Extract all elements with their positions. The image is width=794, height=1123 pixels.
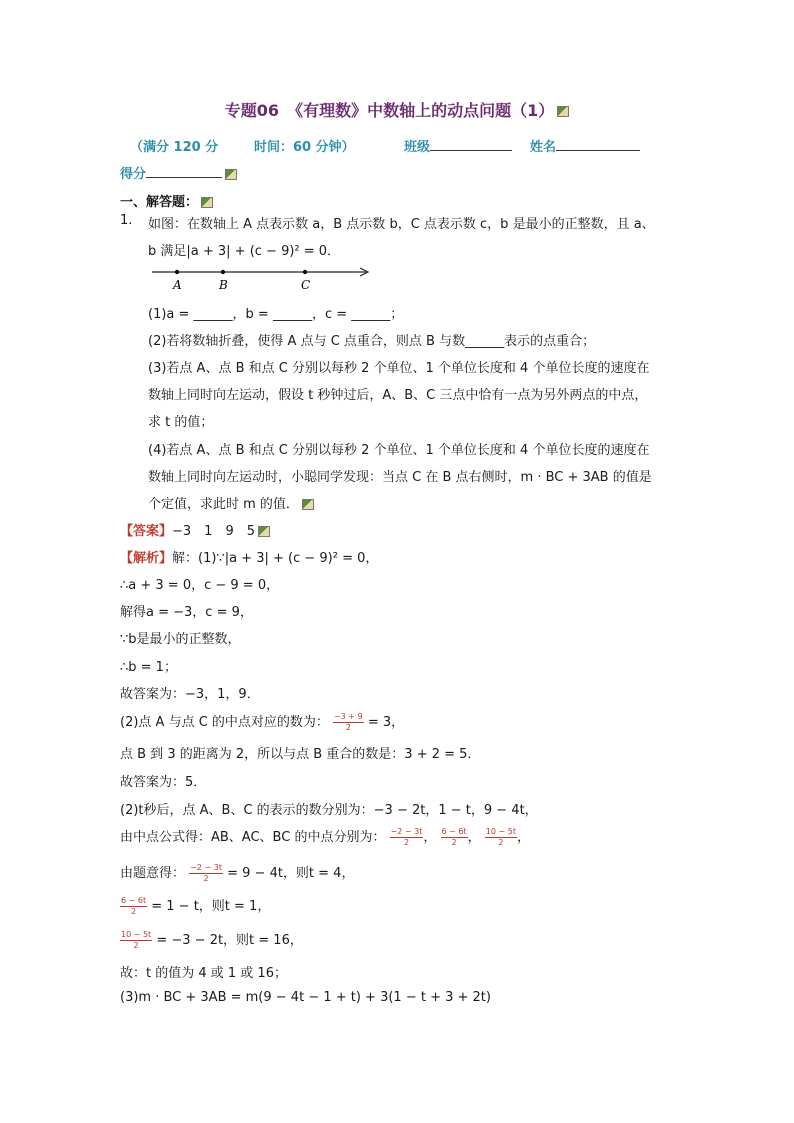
analysis-line-6: 故答案为：−3，1，9． bbox=[120, 687, 260, 702]
analysis-line-14: $\frac{10 - 5t}{2}$ = −3 − 2t，则t = 16， bbox=[121, 930, 303, 950]
part-4-line-3: 个定值，求此时 m 的值． bbox=[148, 493, 314, 512]
analysis-line-8: 点 B 到 3 的距离为 2，所以与点 B 重合的数是：3 + 2 = 5． bbox=[120, 747, 481, 762]
point-b-dot bbox=[221, 270, 225, 274]
analysis-line-12: 由题意得： $\frac{-2 - 3t}{2}$ = 9 − 4t，则t = 4， bbox=[120, 863, 355, 883]
section-title: 一、解答题： bbox=[120, 191, 213, 210]
question-line-2: b 满足|a + 3| + (c − 9)² = 0． bbox=[148, 244, 341, 259]
part-4-line-1: (4)若点 A、点 B 和点 C 分别以每秒 2 个单位、1 个单位长度和 4 个单位长度的速度在 bbox=[148, 443, 650, 458]
point-a-dot bbox=[175, 270, 179, 274]
question-line-1: 如图：在数轴上 A 点表示数 a，B 点示数 b，C 点表示数 c，b 是最小的正整数，且 a、 bbox=[148, 217, 655, 232]
fraction: $\frac{10 - 5t}{2}$ bbox=[485, 827, 516, 847]
mini-flag-icon bbox=[258, 526, 270, 537]
point-c-dot bbox=[303, 270, 307, 274]
part-2: (2)若将数轴折叠，使得 A 点与 C 点重合，则点 B 与数______表示的点重合； bbox=[148, 334, 596, 349]
meta-name bbox=[530, 136, 640, 155]
fraction: $\frac{-3 + 9}{2}$ bbox=[334, 712, 363, 732]
part-3-line-1: (3)若点 A、点 B 和点 C 分别以每秒 2 个单位、1 个单位长度和 4 个单位长度的速度在 bbox=[148, 361, 650, 376]
meta-got-label: 得分 bbox=[120, 167, 147, 182]
answer-line bbox=[120, 520, 270, 539]
mini-flag-icon bbox=[201, 197, 213, 208]
fraction: $\frac{-2 - 3t}{2}$ bbox=[190, 863, 222, 883]
analysis-line-15: 故：t 的值为 4 或 1 或 16； bbox=[120, 966, 287, 981]
fraction: $\frac{10 - 5t}{2}$ bbox=[121, 930, 152, 950]
part-3-line-2: 数轴上同时向左运动，假设 t 秒钟过后，A、B、C 三点中恰有一点为另外两点的中点， bbox=[148, 388, 648, 403]
meta-time: 时间：60 分钟） bbox=[254, 140, 355, 155]
analysis-line-11: 由中点公式得：AB、AC、BC 的中点分别为： $\frac{-2 - 3t}{2}$ ， $\frac{6 - 6t}{2}$ ， $\frac{10 - 5t}{2}$ ， bbox=[120, 827, 531, 847]
analysis-line-4: ∵b是最小的正整数， bbox=[120, 632, 241, 647]
analysis-line-10: (2)t秒后，点 A、B、C 的表示的数分别为：−3 − 2t，1 − t，9 − 4t， bbox=[120, 803, 538, 818]
mini-flag-icon bbox=[557, 106, 569, 117]
analysis-line-2: ∴a + 3 = 0，c − 9 = 0， bbox=[120, 578, 280, 593]
mini-flag-icon bbox=[302, 499, 314, 510]
part-1: (1)a = ______，b = ______，c = ______； bbox=[148, 307, 404, 322]
meta-name-label: 姓名 bbox=[530, 140, 557, 155]
part-4-line-2: 数轴上同时向左运动时，小聪同学发现：当点 C 在 B 点右侧时，m · BC + 3AB 的值是 bbox=[148, 470, 652, 485]
mini-flag-icon bbox=[225, 169, 237, 180]
analysis-tag: 【解析】 bbox=[120, 551, 173, 566]
analysis-line-7: (2)点 A 与点 C 的中点对应的数为： $\frac{-3 + 9}{2}$ = 3， bbox=[120, 712, 405, 732]
number-line-figure bbox=[148, 263, 378, 295]
page-title: 专题06 《有理数》中数轴上的动点问题（1） bbox=[0, 98, 794, 121]
meta-score: （满分 120 分 bbox=[130, 140, 219, 155]
analysis-line-1: 【解析】解：(1)∵|a + 3| + (c − 9)² = 0， bbox=[120, 551, 379, 566]
meta-got bbox=[120, 163, 237, 182]
fraction: $\frac{6 - 6t}{2}$ bbox=[121, 896, 147, 916]
fraction: $\frac{-2 - 3t}{2}$ bbox=[390, 827, 423, 847]
analysis-line-13: $\frac{6 - 6t}{2}$ = 1 − t，则t = 1， bbox=[121, 896, 271, 916]
point-b-label: B bbox=[219, 278, 228, 292]
point-a-label: A bbox=[173, 278, 182, 292]
answer-value: −3 1 9 5 bbox=[172, 524, 255, 539]
analysis-line-5: ∴b = 1； bbox=[120, 660, 177, 675]
meta-class bbox=[404, 136, 512, 155]
answer-tag: 【答案】 bbox=[120, 524, 173, 539]
point-c-label: C bbox=[301, 278, 311, 292]
analysis-line-3: 解得a = −3，c = 9， bbox=[120, 605, 253, 620]
meta-class-label: 班级 bbox=[404, 140, 431, 155]
fraction: $\frac{6 - 6t}{2}$ bbox=[441, 827, 467, 847]
question-number: 1. bbox=[120, 213, 133, 228]
analysis-line-16: (3)m · BC + 3AB = m(9 − 4t − 1 + t) + 3(1 − t + 3 + 2t) bbox=[120, 990, 491, 1005]
analysis-line-9: 故答案为：5． bbox=[120, 775, 207, 790]
part-3-line-3: 求 t 的值； bbox=[148, 415, 214, 430]
